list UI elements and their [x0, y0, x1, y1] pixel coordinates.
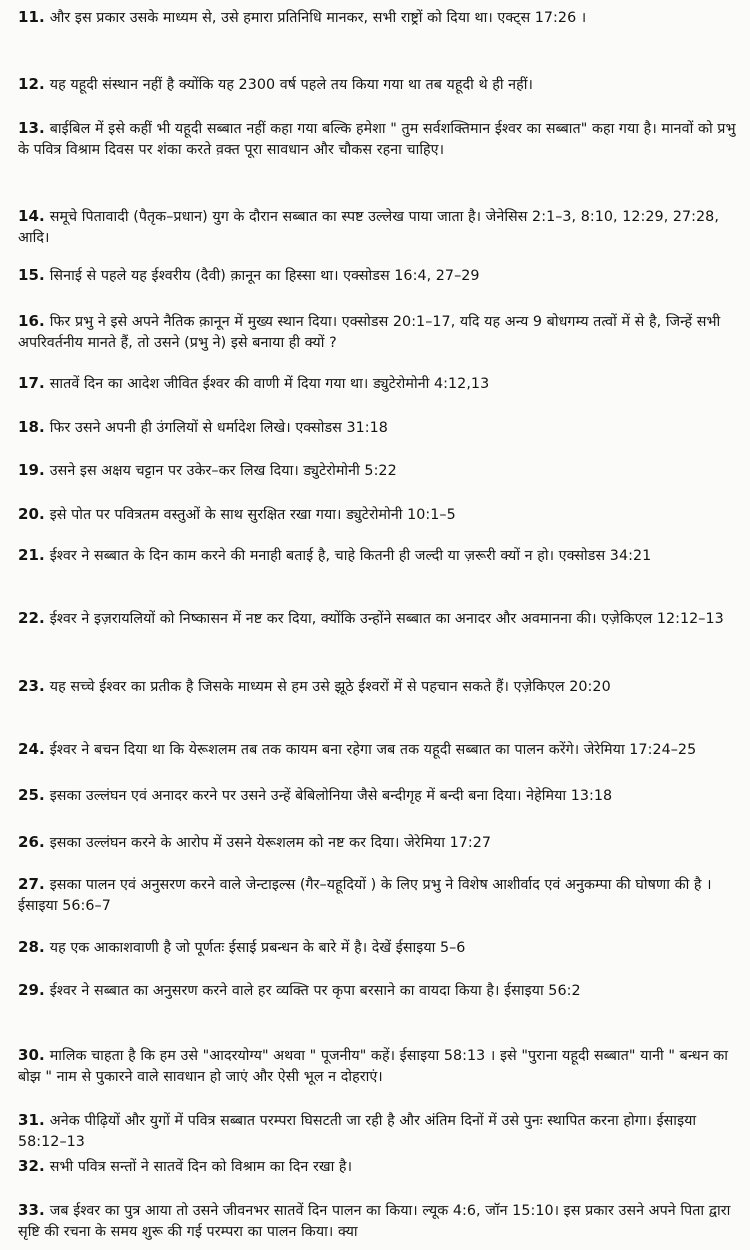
item-number: 17.: [18, 374, 45, 392]
item-text: फिर प्रभु ने इसे अपने नैतिक क़ानून में मुख्य स्थान दिया। एक्सोडस 20:1–17, यदि यह अन्य 9 बोधगम्य तत्वों में से है, जिन्हें सभी अपरिवर्तनीय मानते हैं, तो उसने (प्रभु ने) इसे बनाया ही क्यों ?: [18, 314, 721, 351]
item-text: यह एक आकाशवाणी है जो पूर्णतः ईसाई प्रबन्धन के बारे में है। देखें ईसाइया 5–6: [49, 940, 466, 956]
item-text: इसका पालन एवं अनुसरण करने वाले जेन्टाइल्स (गैर–यहूदियों ) के लिए प्रभु ने विशेष आशीर्वाद एवं अनुकम्पा की घोषणा की है । ईसाइया 56:6–7: [18, 877, 712, 914]
list-item: [18, 311, 740, 354]
item-number: 33.: [18, 1201, 45, 1219]
item-number: 25.: [18, 786, 45, 804]
item-number: 30.: [18, 1046, 45, 1064]
item-text: ईश्वर ने बचन दिया था कि येरूशलम तब तक कायम बना रहेगा जब तक यहूदी सब्बात का पालन करेंगे। जेरेमिया 17:24–25: [49, 742, 697, 758]
item-text: समूचे पितावादी (पैतृक–प्रधान) युग के दौरान सब्बात का स्पष्ट उल्लेख पाया जाता है। जेनेसिस 2:1–3, 8:10, 12:29, 27:28, आदि।: [18, 209, 719, 246]
list-item: [18, 874, 740, 917]
item-number: 14.: [18, 207, 45, 225]
item-text: मालिक चाहता है कि हम उसे "आदरयोग्य" अथवा " पूजनीय" कहें। ईसाइया 58:13 । इसे "पुराना यहूदी सब्बात" यानी " बन्धन का बोझ " नाम से पुकारने वाले सावधान हो जाएं और ऐसी भूल न दोहराएं।: [18, 1048, 729, 1085]
item-number: 29.: [18, 981, 45, 999]
item-number: 15.: [18, 266, 45, 284]
item-number: 11.: [18, 8, 45, 26]
list-item: [18, 206, 740, 249]
item-number: 31.: [18, 1111, 45, 1129]
item-number: 18.: [18, 418, 45, 436]
list-item: [18, 74, 740, 96]
list-item: [18, 676, 740, 698]
list-item: [18, 1156, 740, 1178]
item-text: यह सच्चे ईश्वर का प्रतीक है जिसके माध्यम से हम उसे झूठे ईश्वरों में से पहचान सकते हैं। एज़ेकिएल 20:20: [49, 679, 611, 695]
item-number: 12.: [18, 75, 45, 93]
item-text: यह यहूदी संस्थान नहीं है क्योंकि यह 2300 वर्ष पहले तय किया गया था तब यहूदी थे ही नहीं।: [49, 77, 533, 93]
list-item: [18, 1200, 740, 1243]
item-text: जब ईश्वर का पुत्र आया तो उसने जीवनभर सातवें दिन पालन का किया। ल्यूक 4:6, जॉन 15:10। इस प्रकार उसने अपने पिता द्वारा सृष्टि की रचना के समय शुरू की गई परम्परा का पालन किया। क्या: [18, 1203, 731, 1240]
item-number: 19.: [18, 461, 45, 479]
item-text: अनेक पीढ़ियों और युगों में पवित्र सब्बात परम्परा घिसटती जा रही है और अंतिम दिनों में उसे पुनः स्थापित करना होगा। ईसाइया 58:12–13: [18, 1113, 697, 1150]
item-number: 20.: [18, 505, 45, 523]
list-item: [18, 785, 740, 807]
item-text: और इस प्रकार उसके माध्यम से, उसे हमारा प्रतिनिधि मानकर, सभी राष्ट्रों को दिया था। एक्ट्स 17:26 ।: [49, 10, 587, 26]
item-text: सिनाई से पहले यह ईश्वरीय (दैवी) क़ानून का हिस्सा था। एक्सोडस 16:4, 27–29: [49, 268, 480, 284]
item-text: ईश्वर ने सब्बात के दिन काम करने की मनाही बताई है, चाहे कितनी ही जल्दी या ज़रूरी क्यों न हो। एक्सोडस 34:21: [49, 548, 652, 564]
item-text: इसे पोत पर पवित्रतम वस्तुओं के साथ सुरक्षित रखा गया। ड्युटेरोमोनी 10:1–5: [49, 507, 456, 523]
item-text: सातवें दिन का आदेश जीवित ईश्वर की वाणी में दिया गया था। ड्युटेरोमोनी 4:12,13: [49, 376, 490, 392]
item-number: 27.: [18, 875, 45, 893]
list-item: [18, 608, 740, 630]
list-item: [18, 7, 740, 29]
item-text: ईश्वर ने सब्बात का अनुसरण करने वाले हर व्यक्ति पर कृपा बरसाने का वायदा किया है। ईसाइया 56:2: [49, 983, 581, 999]
item-number: 24.: [18, 740, 45, 758]
list-item: [18, 739, 740, 761]
item-text: इसका उल्लंघन एवं अनादर करने पर उसने उन्हें बेबिलोनिया जैसे बन्दीगृह में बन्दी बना दिया। नेहेमिया 13:18: [49, 788, 613, 804]
list-item: [18, 460, 740, 482]
list-item: [18, 1045, 740, 1088]
item-number: 28.: [18, 938, 45, 956]
list-item: [18, 980, 740, 1002]
list-item: [18, 118, 740, 161]
list-item: [18, 832, 740, 854]
list-item: [18, 417, 740, 439]
list-item: [18, 545, 740, 567]
item-text: इसका उल्लंघन करने के आरोप में उसने येरूशलम को नष्ट कर दिया। जेरेमिया 17:27: [49, 835, 492, 851]
item-text: उसने इस अक्षय चट्टान पर उकेर–कर लिख दिया। ड्युटेरोमोनी 5:22: [49, 463, 397, 479]
list-item: [18, 504, 740, 526]
item-text: बाईबिल में इसे कहीं भी यहूदी सब्बात नहीं कहा गया बल्कि हमेशा " तुम सर्वशक्तिमान ईश्वर का सब्बात" कहा गया है। मानवों को प्रभु के पवित्र विश्राम दिवस पर शंका करते व़क्त पूरा सावधान और चौकस रहना चाहिए।: [18, 121, 736, 158]
item-number: 22.: [18, 609, 45, 627]
list-item: [18, 1110, 740, 1153]
item-text: फिर उसने अपनी ही उंगलियों से धर्मादेश लिखे। एक्सोडस 31:18: [49, 420, 388, 436]
item-number: 21.: [18, 546, 45, 564]
list-item: [18, 937, 740, 959]
item-text: सभी पवित्र सन्तों ने सातवें दिन को विश्राम का दिन रखा है।: [49, 1159, 353, 1175]
list-item: [18, 265, 740, 287]
item-number: 13.: [18, 119, 45, 137]
item-text: ईश्वर ने इज़रायलियों को निष्कासन में नष्ट कर दिया, क्योंकि उन्होंने सब्बात का अनादर और अवमानना की। एज़ेकिएल 12:12–13: [49, 611, 724, 627]
item-number: 32.: [18, 1157, 45, 1175]
item-number: 26.: [18, 833, 45, 851]
item-number: 23.: [18, 677, 45, 695]
list-item: [18, 373, 740, 395]
item-number: 16.: [18, 312, 45, 330]
